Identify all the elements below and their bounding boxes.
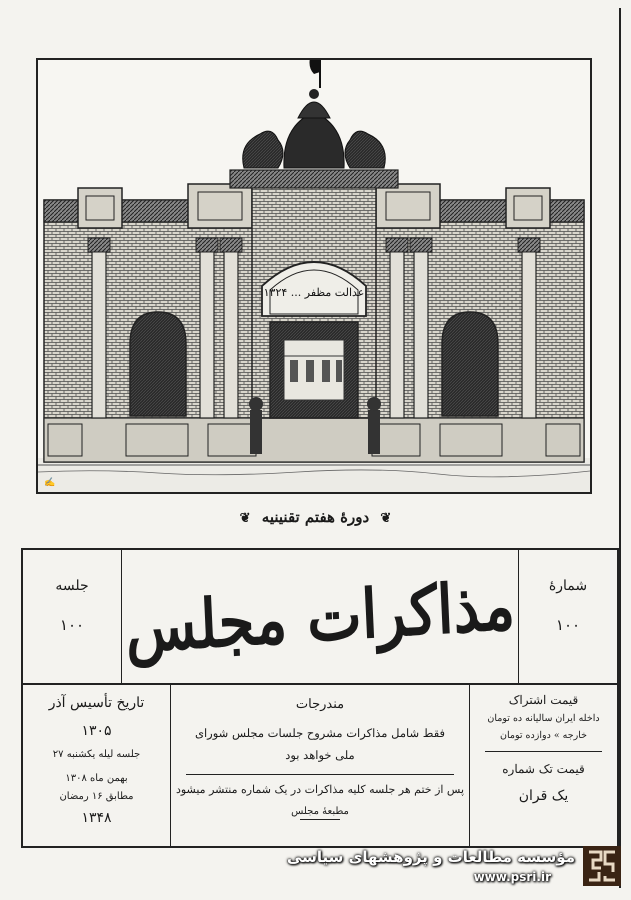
founding-info <box>23 685 171 846</box>
newspaper-title: مذاکرات مجلس <box>123 565 517 668</box>
subscription-divider <box>485 751 603 752</box>
session-column <box>23 550 122 683</box>
foreign-price: خارجه » دوازده تومان <box>500 730 587 741</box>
legislative-term-text: دورهٔ هفتم تقنینیه <box>261 508 370 526</box>
single-issue-price: یک قران <box>518 788 569 804</box>
issue-label: شمارهٔ <box>548 578 588 594</box>
watermark-url[interactable]: www.psri.ir <box>473 870 551 884</box>
gate-inscription: عدالت مظفر ... ۱۳۲۴ <box>263 286 365 299</box>
gate-illustration <box>38 60 590 492</box>
psri-logo-icon <box>583 846 621 886</box>
founding-year: ۱۳۰۵ <box>81 723 112 739</box>
session-label: جلسه <box>55 578 89 594</box>
contents-divider <box>186 774 454 775</box>
single-issue-title: قیمت تک شماره <box>502 762 585 776</box>
hijri-date-line: مطابق ۱۶ رمضان <box>59 791 134 802</box>
masthead <box>21 548 619 848</box>
domestic-price: داخله ایران سالیانه ده تومان <box>487 713 600 724</box>
session-date-line: جلسه لیله یکشنبه ۲۷ <box>52 749 141 760</box>
subscription-info <box>469 685 617 846</box>
publication-note: پس از ختم هر جلسه کلیه مذاکرات در یک شماره منتشر میشود <box>175 783 465 796</box>
watermark <box>286 846 621 888</box>
masthead-top <box>23 550 617 685</box>
parliament-gate-engraving <box>36 58 592 494</box>
artist-signature: ✍ <box>44 478 56 488</box>
hijri-year: ۱۳۴۸ <box>81 810 112 826</box>
press-underline <box>300 819 340 820</box>
issue-column <box>518 550 617 683</box>
ornament-right-icon: ❦ <box>380 511 392 526</box>
legislative-term-line <box>0 508 631 526</box>
contents-info <box>171 685 469 846</box>
issue-number: ۱۰۰ <box>555 616 581 634</box>
month-line: بهمن ماه ۱۳۰۸ <box>65 773 128 784</box>
ornament-left-icon: ❦ <box>239 511 251 526</box>
contents-heading: مندرجات <box>295 697 345 712</box>
contents-body: فقط شامل مذاکرات مشروح جلسات مجلس شورای ملی خواهد بود <box>194 726 446 762</box>
masthead-info <box>23 685 617 846</box>
press-name: مطبعهٔ مجلس <box>291 806 349 817</box>
founding-title: تاریخ تأسیس آذر <box>48 695 145 711</box>
watermark-org: مؤسسه مطالعات و پژوهشهای سیاسی <box>286 848 575 866</box>
subscription-title: قیمت اشتراک <box>508 693 579 707</box>
session-number: ۱۰۰ <box>59 616 85 634</box>
